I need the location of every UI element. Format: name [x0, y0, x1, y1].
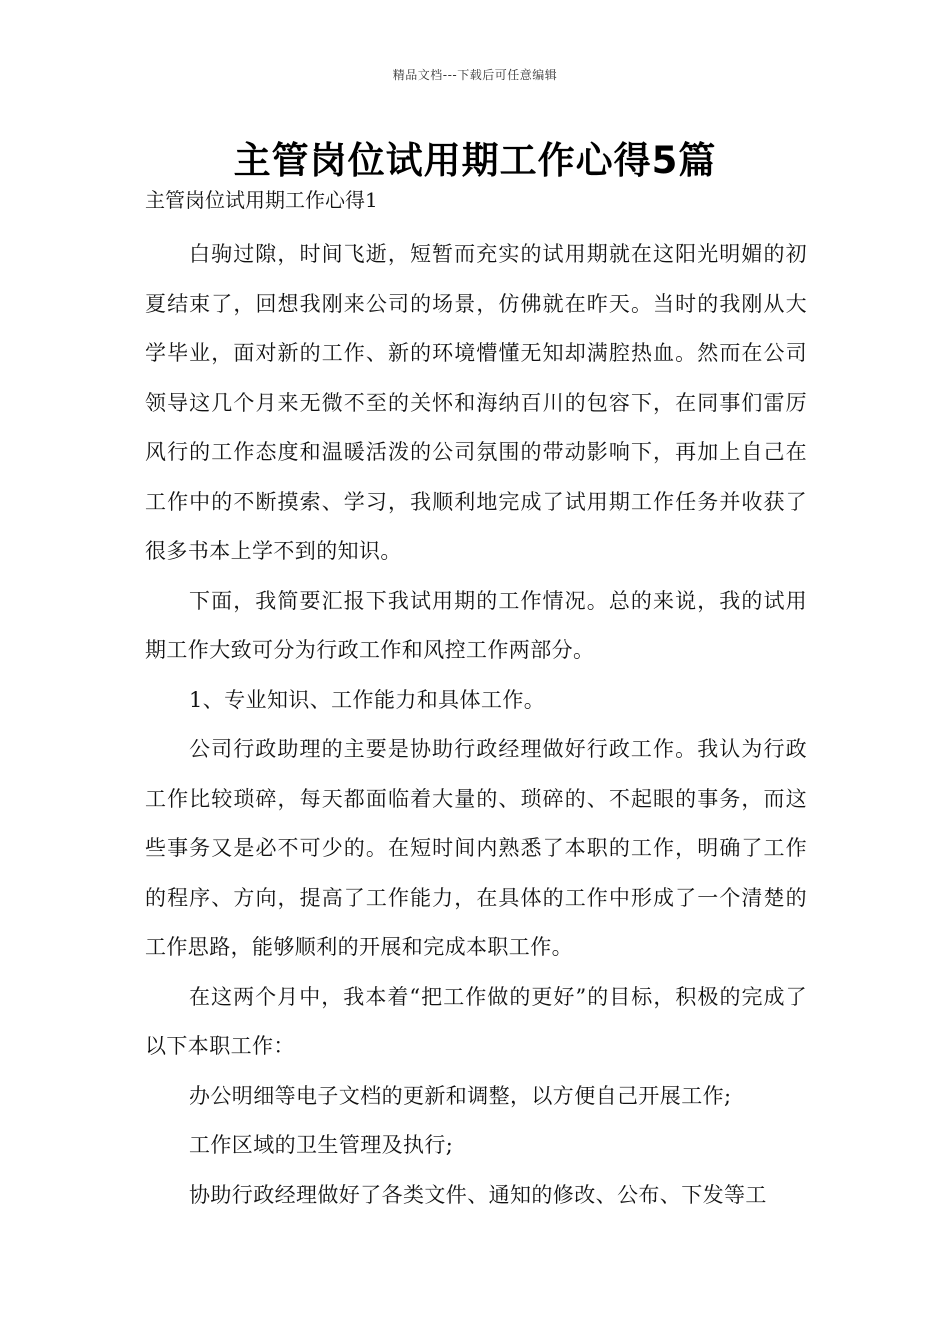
paragraph: 白驹过隙，时间飞逝，短暂而充实的试用期就在这阳光明媚的初夏结束了，回想我刚来公司的场景，仿佛就在昨天。当时的我刚从大学毕业，面对新的工作、新的环境懵懂无知却满腔热血。然而在公司领导这几个月来无微不至的关怀和海纳百川的包容下，在同事们雷厉风行的工作态度和温暖活泼的公司氛围的带动影响下，再加上自己在工作中的不断摸索、学习，我顺利地完成了试用期工作任务并收获了很多书本上学不到的知识。: [145, 242, 807, 563]
section-title: 主管岗位试用期工作心得1: [145, 188, 378, 212]
paragraph: 协助行政经理做好了各类文件、通知的修改、公布、下发等工: [189, 1182, 767, 1207]
document-body: [145, 180, 807, 1220]
paragraph: 工作区域的卫生管理及执行;: [189, 1133, 454, 1157]
paragraph: 1、专业知识、工作能力和具体工作。: [189, 687, 546, 712]
document-title: 主管岗位试用期工作心得5篇: [233, 139, 717, 182]
paragraph: 办公明细等电子文档的更新和调整，以方便自己开展工作;: [189, 1083, 732, 1108]
paragraph: 在这两个月中，我本着“把工作做的更好”的目标，积极的完成了以下本职工作：: [145, 984, 807, 1058]
paragraph: 公司行政助理的主要是协助行政经理做好行政工作。我认为行政工作比较琐碎，每天都面临着大量的、琐碎的、不起眼的事务，而这些事务又是必不可少的。在短时间内熟悉了本职的工作，明确了工作的程序、方向，提高了工作能力，在具体的工作中形成了一个清楚的工作思路，能够顺利的开展和完成本职工作。: [145, 737, 807, 959]
paragraph: 下面，我简要汇报下我试用期的工作情况。总的来说，我的试用期工作大致可分为行政工作和风控工作两部分。: [145, 588, 807, 662]
page-header-watermark: 精品文档---下载后可任意编辑: [392, 68, 558, 82]
